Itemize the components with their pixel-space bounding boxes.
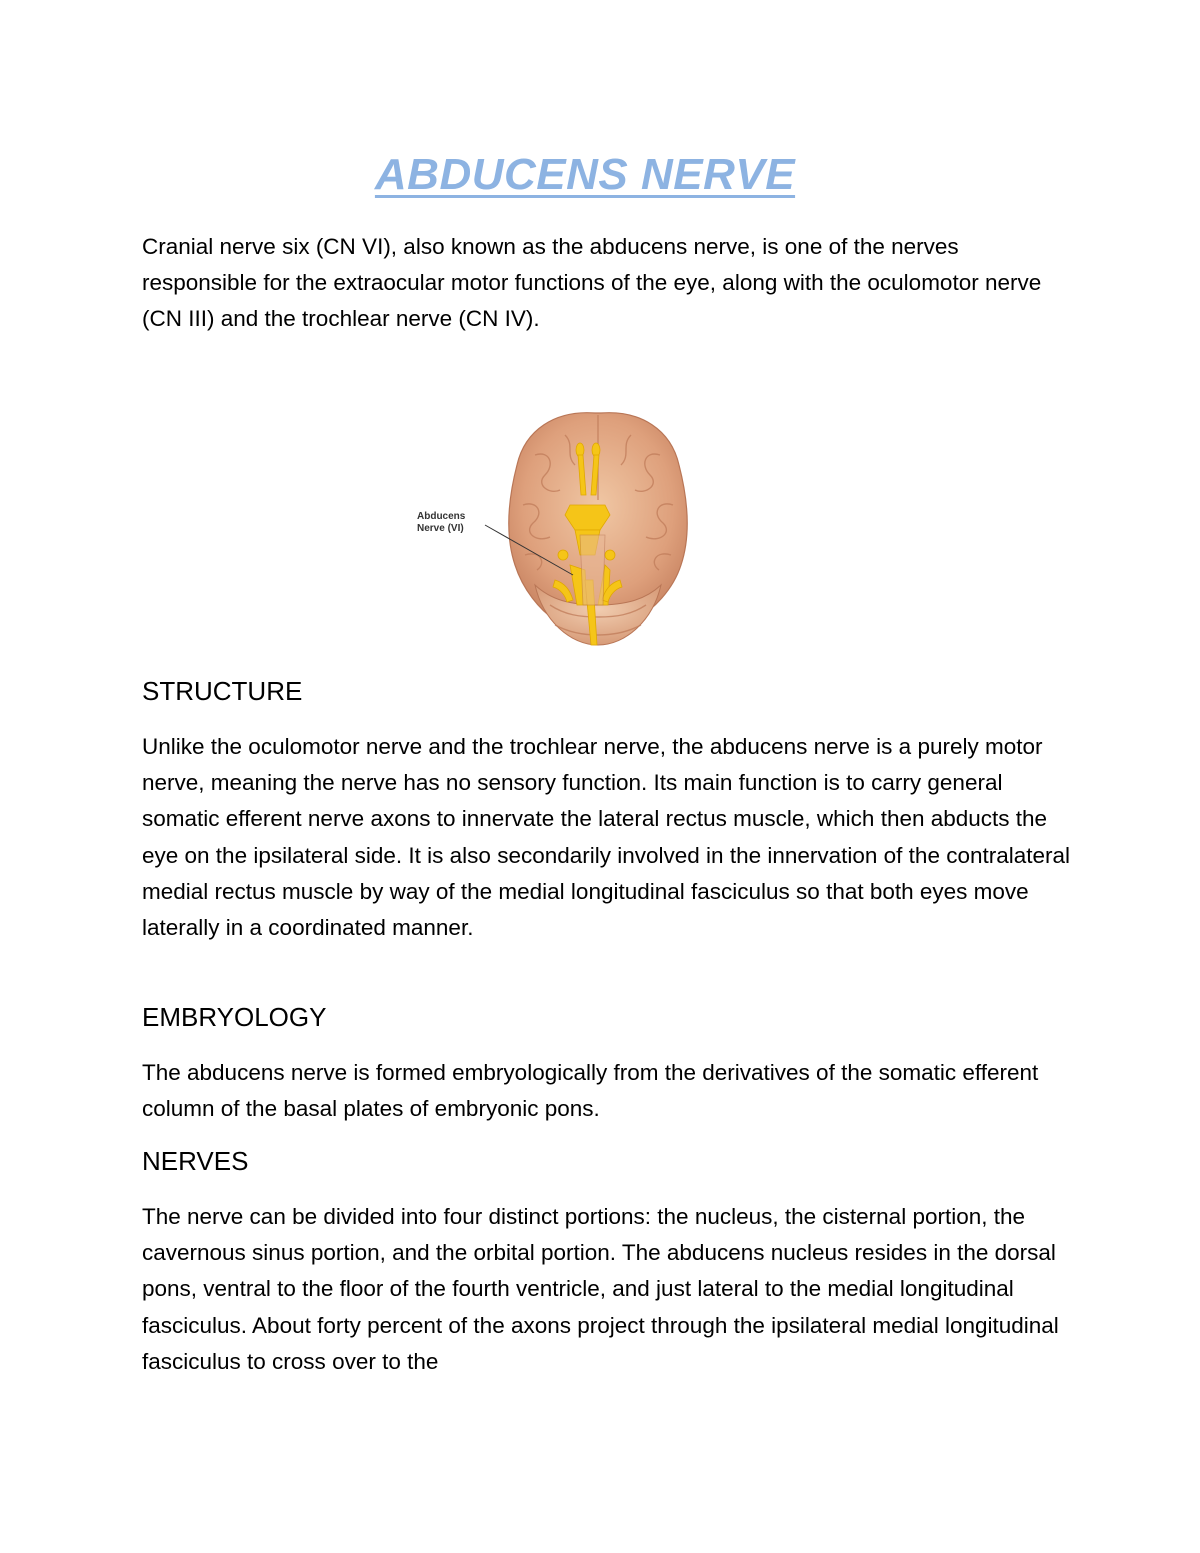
section-body-embryology: The abducens nerve is formed embryologically from the derivatives of the somatic efferent column of the basal plates of embryonic pons. [142, 1060, 1039, 1122]
section-body-structure: Unlike the oculomotor nerve and the trochlear nerve, the abducens nerve is a purely motor nerve, meaning the nerve has no sensory function. Its main function is to carry general somatic efferent nerve axons to innervate the lateral rectus muscle, which then abducts the eye on the ipsilateral side. It is also secondarily involved in the innervation of the contralateral medial rectus muscle by way of the medial longitudinal fasciculus so that both eyes move laterally in a coordinated manner. [142, 734, 1071, 941]
section-heading-embryology: EMBRYOLOGY [142, 1002, 327, 1032]
brainstem-shape [580, 535, 605, 605]
intro-paragraph: Cranial nerve six (CN VI), also known as the abducens nerve, is one of the nerves responsible for the extraocular motor functions of the eye, along with the oculomotor nerve (CN III) and the trochlear nerve (CN IV). [142, 234, 1042, 332]
page-title: ABDUCENS NERVE [374, 150, 796, 199]
section-body-nerves: The nerve can be divided into four distinct portions: the nucleus, the cisternal portion, the cavernous sinus portion, and the orbital portion. The abducens nucleus resides in the dorsal pons, ventral to the floor of the fourth ventricle, and just lateral to the medial longitudinal fasciculus. About forty percent of the axons project through the ipsilateral medial longitudinal fasciculus to cross over to the [142, 1204, 1059, 1374]
figure-label-line2: Nerve (VI) [417, 523, 464, 534]
brain-figure [405, 405, 695, 655]
section-heading-nerves: NERVES [142, 1146, 249, 1176]
figure-label-line1: Abducens [417, 511, 466, 522]
brain-illustration [405, 405, 695, 655]
section-heading-structure: STRUCTURE [142, 676, 303, 706]
